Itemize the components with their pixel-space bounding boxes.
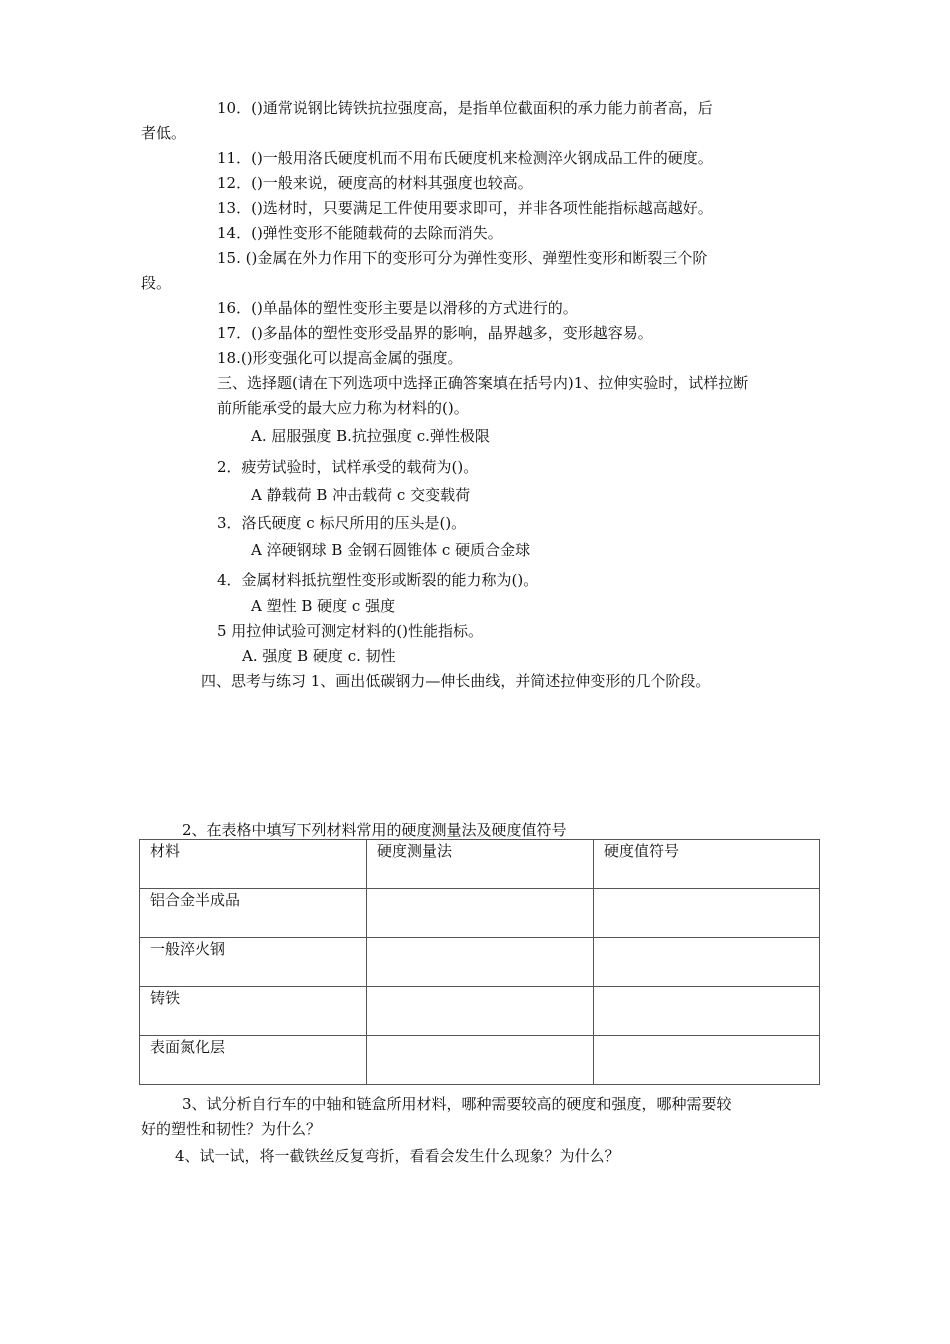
choice-5: 5 用拉伸试验可测定材料的()性能指标。 [217, 622, 484, 640]
table-cell [367, 938, 594, 987]
choice-2-options: A 静载荷 B 冲击载荷 c 交变载荷 [251, 486, 471, 504]
choice-4-options: A 塑性 B 硬度 c 强度 [251, 597, 396, 615]
choice-5-options: A. 强度 B 硬度 c. 韧性 [242, 647, 396, 665]
table-cell: 铝合金半成品 [140, 889, 367, 938]
practice-question-4: 4、试一试，将一截铁丝反复弯折，看看会发生什么现象？为什么？ [175, 1147, 620, 1165]
choice-1-options: A. 屈服强度 B.抗拉强度 c.弹性极限 [251, 427, 490, 445]
table-cell [594, 938, 820, 987]
question-14: 14．()弹性变形不能随载荷的去除而消失。 [217, 224, 503, 242]
choice-4: 4．金属材料抵抗塑性变形或断裂的能力称为()。 [217, 571, 539, 589]
table-header-cell: 材料 [140, 840, 367, 889]
choice-2: 2．疲劳试验时，试样承受的载荷为()。 [217, 458, 479, 476]
question-12: 12．()一般来说，硬度高的材料其强度也较高。 [217, 174, 533, 192]
question-11: 11．()一般用洛氏硬度机而不用布氏硬度机来检测淬火钢成品工件的硬度。 [217, 149, 713, 167]
table-row [140, 987, 820, 1036]
practice-section-header: 四、思考与练习 1、画出低碳钢力—伸长曲线，并简述拉伸变形的几个阶段。 [201, 672, 711, 690]
table-cell [594, 889, 820, 938]
table-cell: 铸铁 [140, 987, 367, 1036]
table-row [140, 889, 820, 938]
choice-section-header-line1: 三、选择题(请在下列选项中选择正确答案填在括号内)1、拉伸实验时，试样拉断 [217, 374, 749, 392]
choice-section-header-line2: 前所能承受的最大应力称为材料的()。 [217, 399, 469, 417]
table-cell [367, 1036, 594, 1085]
hardness-table [139, 839, 820, 1085]
practice-question-3-line1: 3、试分析自行车的中轴和链盒所用材料，哪种需要较高的硬度和强度，哪种需要较 [182, 1095, 732, 1113]
table-header-cell: 硬度值符号 [594, 840, 820, 889]
table-header-cell: 硬度测量法 [367, 840, 594, 889]
table-cell [594, 987, 820, 1036]
question-10-line1: 10．()通常说钢比铸铁抗拉强度高，是指单位截面积的承力能力前者高，后 [217, 99, 713, 117]
table-row [140, 1036, 820, 1085]
table-row [140, 938, 820, 987]
question-18: 18.()形变强化可以提高金属的强度。 [217, 349, 463, 367]
question-10-line2: 者低。 [141, 124, 187, 142]
question-16: 16．()单晶体的塑性变形主要是以滑移的方式进行的。 [217, 299, 578, 317]
table-header-row [140, 840, 820, 889]
choice-3-options: A 淬硬钢球 B 金钢石圆锥体 c 硬质合金球 [251, 541, 531, 559]
question-15-line1: 15. ()金属在外力作用下的变形可分为弹性变形、弹塑性变形和断裂三个阶 [217, 249, 708, 267]
question-15-line2: 段。 [141, 274, 172, 292]
table-cell [367, 889, 594, 938]
practice-question-3-line2: 好的塑性和韧性？为什么？ [141, 1120, 322, 1138]
table-cell: 表面氮化层 [140, 1036, 367, 1085]
table-cell [594, 1036, 820, 1085]
table-cell: 一般淬火钢 [140, 938, 367, 987]
question-17: 17．()多晶体的塑性变形受晶界的影响，晶界越多，变形越容易。 [217, 324, 653, 342]
choice-3: 3．洛氏硬度 c 标尺所用的压头是()。 [217, 514, 467, 532]
table-cell [367, 987, 594, 1036]
question-13: 13．()选材时，只要满足工件使用要求即可，并非各项性能指标越高越好。 [217, 199, 713, 217]
practice-question-2: 2、在表格中填写下列材料常用的硬度测量法及硬度值符号 [182, 821, 567, 839]
